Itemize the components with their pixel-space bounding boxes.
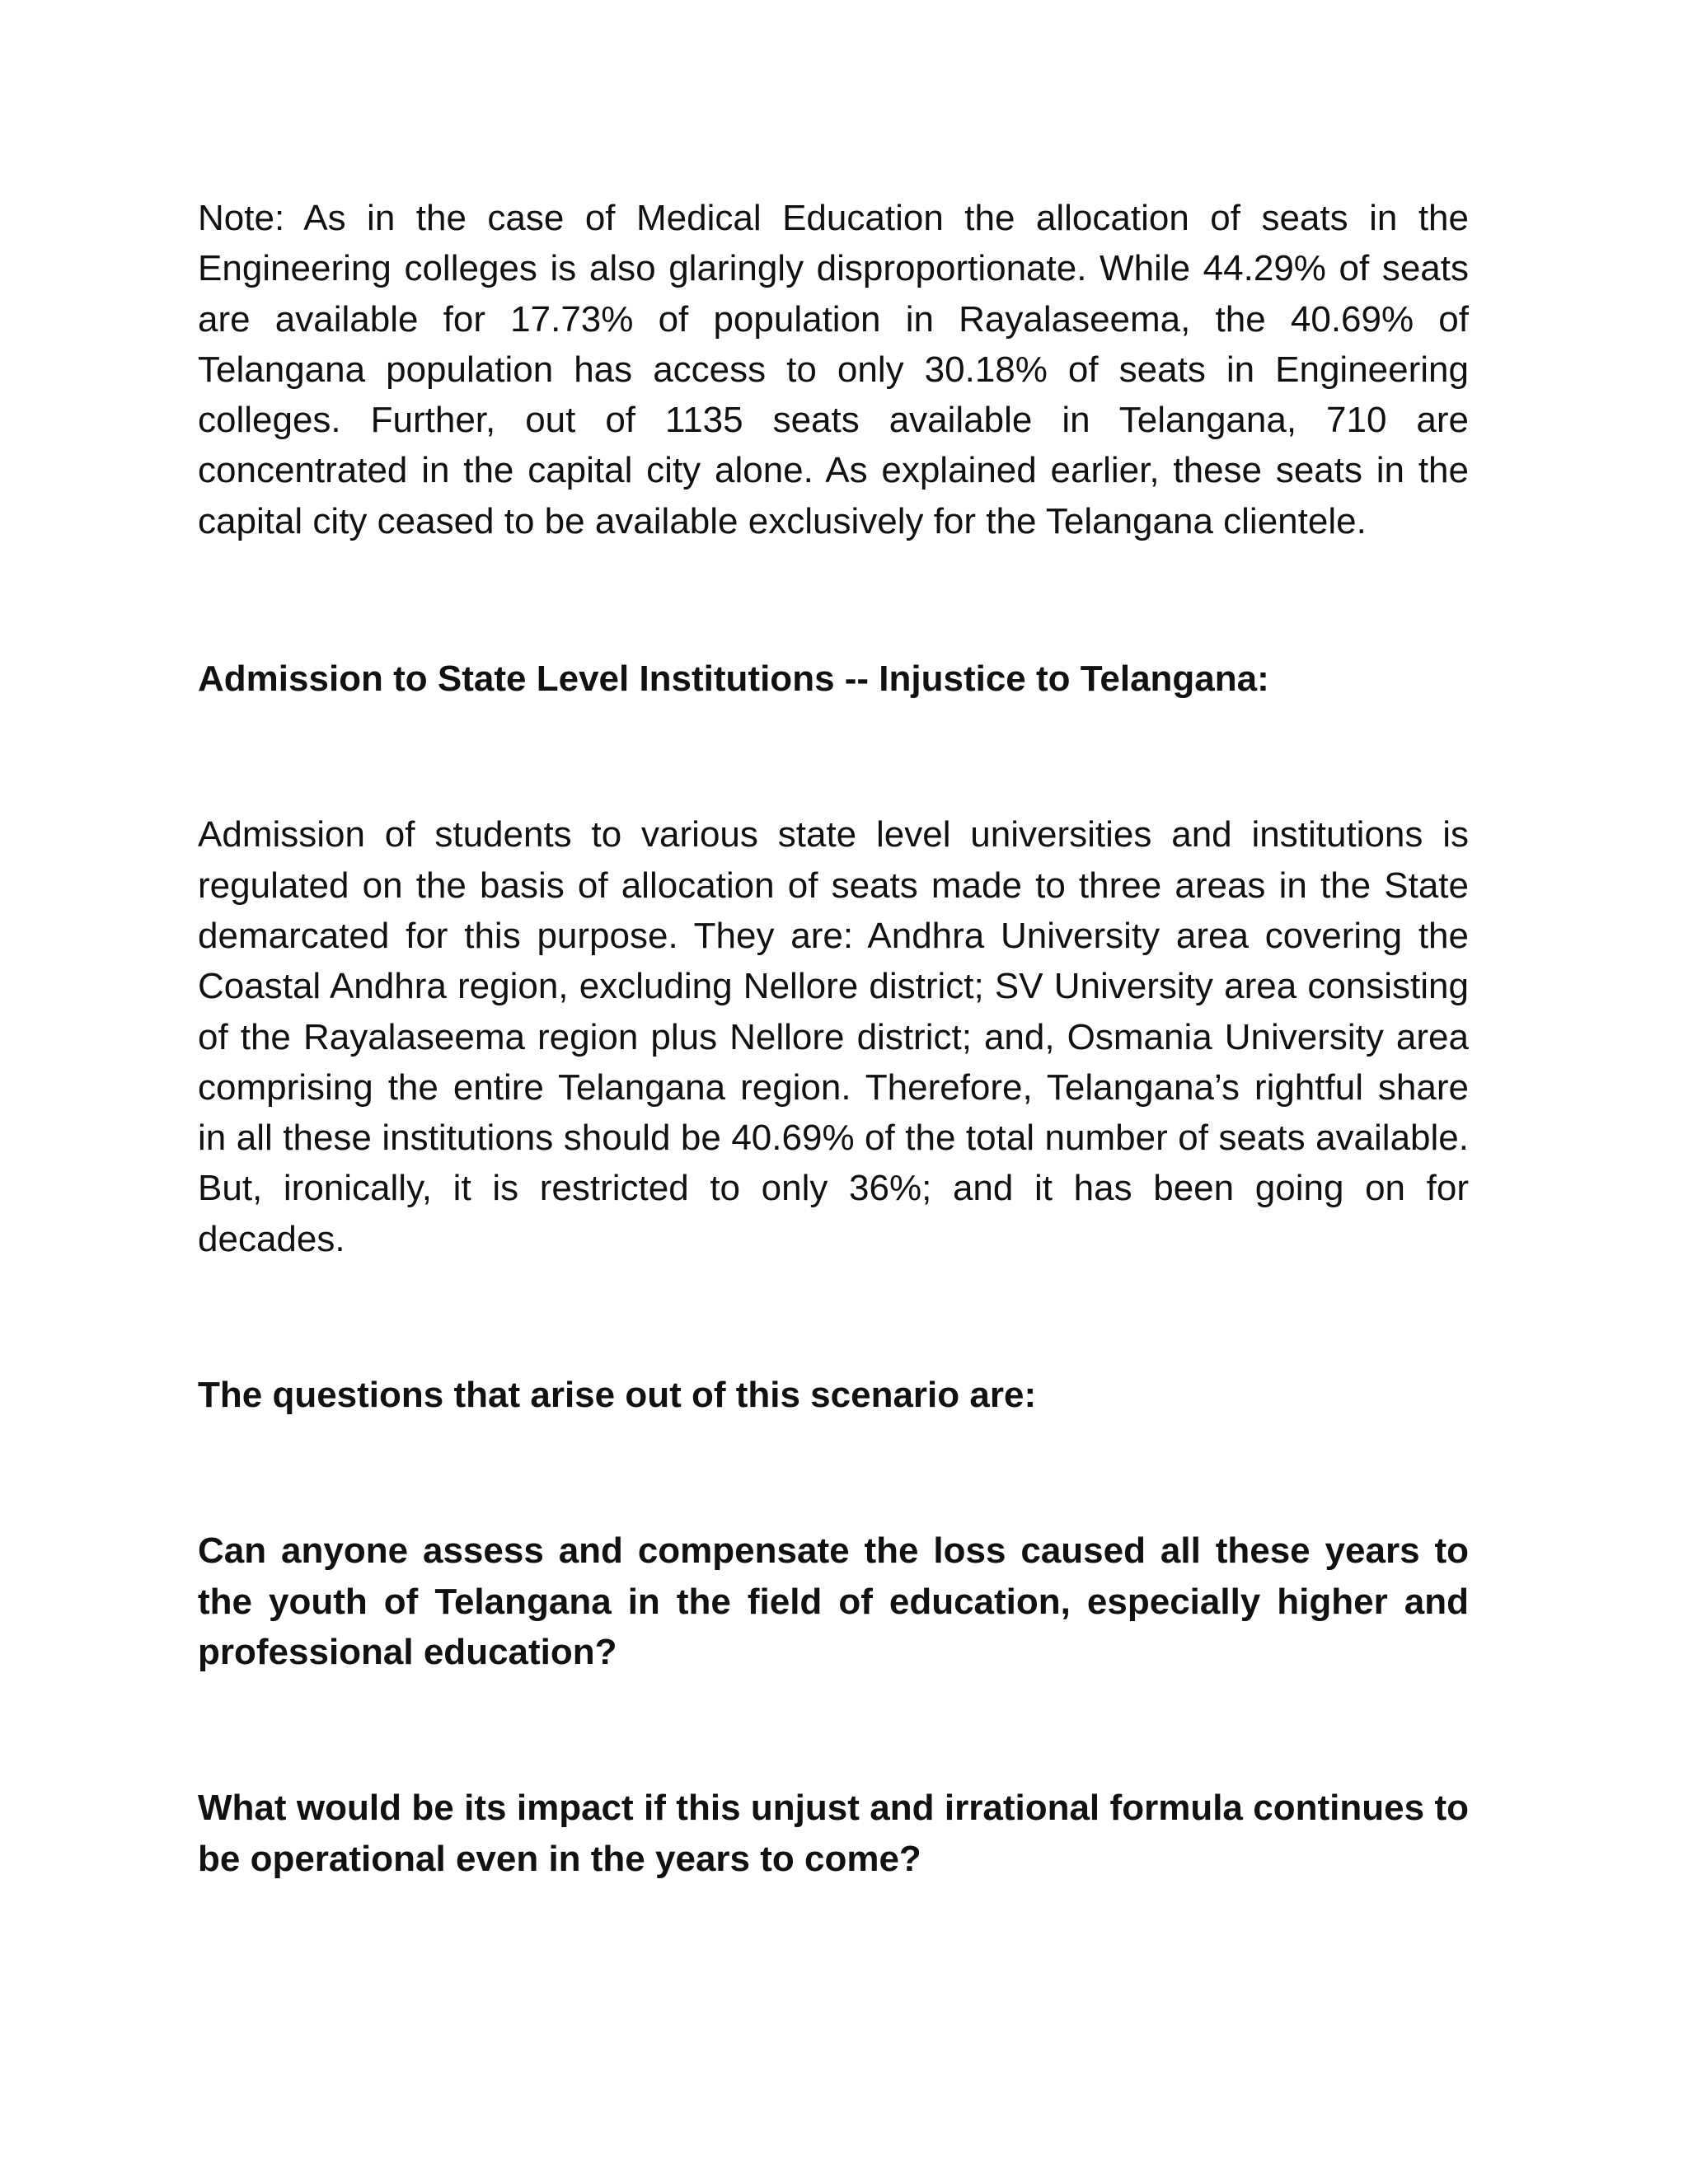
question-paragraph-1: Can anyone assess and compensate the loss caused all these years to the youth of Telangana in the field of education, especially higher and professional education? xyxy=(198,1530,1469,1672)
note-paragraph: Note: As in the case of Medical Education the allocation of seats in the Engineering colleges is also glaringly disproportionate. While 44.29% of seats are available for 17.73% of population in Rayalaseema, the 40.69% of Telangana population has access to only 30.18% of seats in Engineering colleges. Further, out of 1135 seats available in Telangana, 710 are concentrated in the capital city alone. As explained earlier, these seats in the capital city ceased to be available exclusively for the Telangana clientele. xyxy=(198,198,1469,541)
admission-paragraph: Admission of students to various state level universities and institutions is regulated on the basis of allocation of seats made to three areas in the State demarcated for this purpose. They are: Andhra University area covering the Coastal Andhra region, excluding Nellore district; SV University area consisting of the Rayalaseema region plus Nellore district; and, Osmania University area comprising the entire Telangana region. Therefore, Telangana’s rightful share in all these institutions should be 40.69% of the total number of seats available. But, ironically, it is restricted to only 36%; and it has been going on for decades. xyxy=(198,814,1469,1259)
document-body xyxy=(198,193,1469,1884)
question-paragraph-2: What would be its impact if this unjust and irrational formula continues to be operational even in the years to come? xyxy=(198,1788,1469,1879)
admission-heading: Admission to State Level Institutions -- Injustice to Telangana: xyxy=(198,658,1269,700)
questions-heading: The questions that arise out of this scenario are: xyxy=(198,1375,1037,1416)
